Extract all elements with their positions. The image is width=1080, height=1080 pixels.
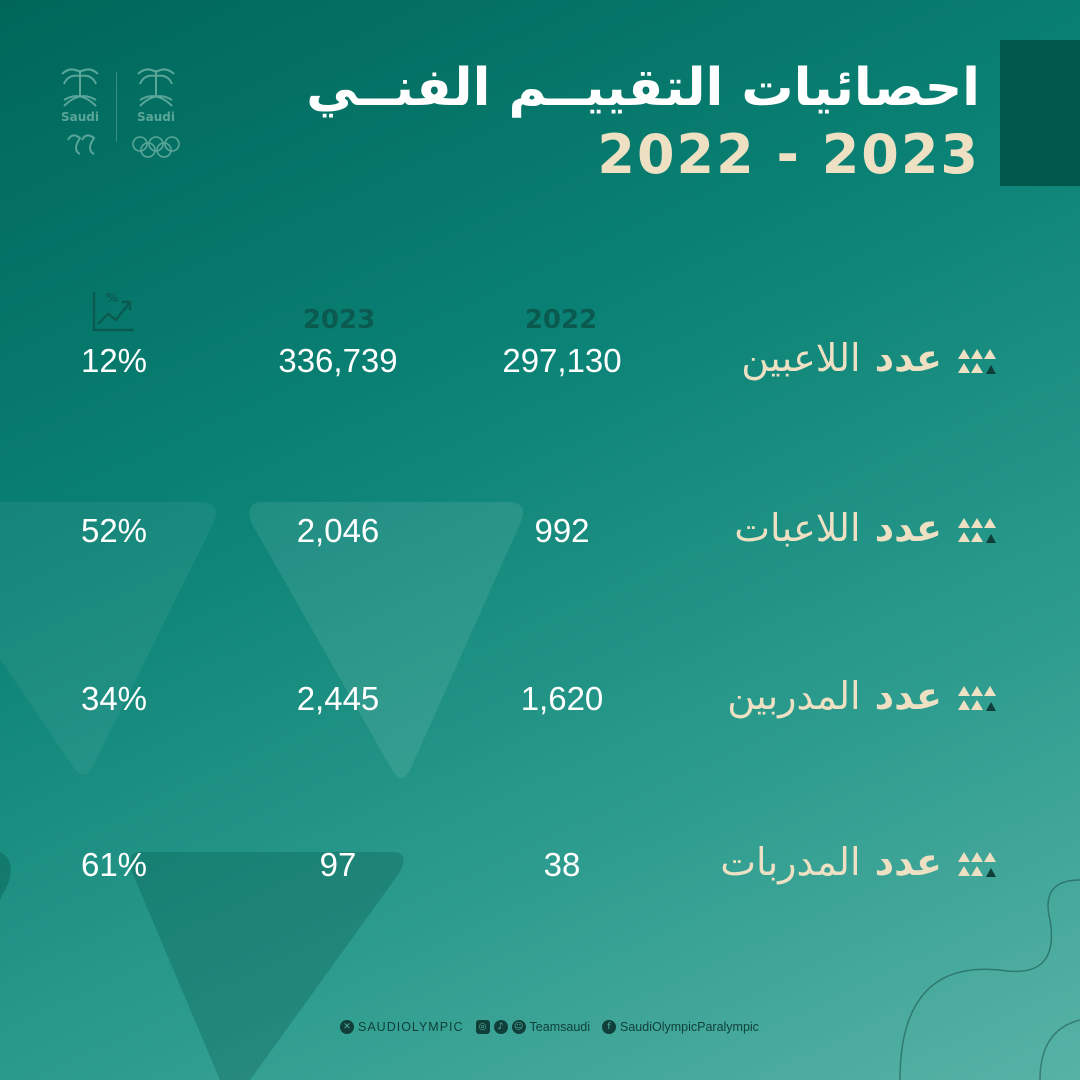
social-handle[interactable]: Teamsaudi (529, 1020, 590, 1034)
social-footer (340, 1016, 840, 1038)
facebook-handle[interactable]: SaudiOlympicParalympic (620, 1020, 759, 1034)
cell-growth: 12% (80, 342, 148, 379)
cell-2022: 297,130 (502, 342, 622, 379)
logos-group (50, 60, 190, 160)
cell-2022: 992 (534, 512, 590, 549)
corner-accent-block (1000, 40, 1080, 186)
cell-growth: 34% (80, 680, 148, 717)
cell-2022: 38 (543, 846, 581, 883)
row-label-rest: اللاعبات (734, 506, 861, 550)
row-label-rest: اللاعبين (741, 336, 861, 380)
column-header-2022: 2022 (524, 305, 598, 335)
page-title: احصائيات التقييــم الفنــي (306, 58, 980, 118)
cell-2023: 2,445 (296, 680, 380, 717)
cell-2023: 2,046 (296, 512, 380, 549)
column-header-2023: 2023 (302, 305, 376, 335)
facebook-icon[interactable]: f (602, 1020, 616, 1034)
triangles-icon (956, 850, 1000, 880)
triangles-icon (956, 516, 1000, 546)
x-handle[interactable]: SAUDIOLYMPIC (358, 1020, 464, 1034)
row-label-strong: عدد (874, 506, 942, 550)
row-label-rest: المدربات (720, 840, 861, 884)
saudi-olympic-logo (126, 60, 186, 160)
snapchat-icon[interactable]: ☺ (512, 1020, 526, 1034)
logo-text-right: Saudi (137, 110, 175, 124)
year-range: 2022 - 2023 (597, 123, 980, 186)
cell-2023: 97 (319, 846, 357, 883)
svg-text:%: % (106, 291, 119, 305)
triangles-icon (956, 347, 1000, 377)
tiktok-icon[interactable]: ♪ (494, 1020, 508, 1034)
instagram-icon[interactable]: ◎ (476, 1020, 490, 1034)
cell-2023: 336,739 (278, 342, 398, 379)
cell-growth: 61% (80, 846, 148, 883)
logo-text-left: Saudi (61, 110, 99, 124)
row-label-rest: المدربين (727, 674, 861, 718)
row-label-strong: عدد (874, 336, 942, 380)
cell-growth: 52% (80, 512, 148, 549)
triangles-icon (956, 684, 1000, 714)
row-label-strong: عدد (874, 840, 942, 884)
percent-growth-chart-icon (88, 288, 138, 336)
x-icon[interactable]: ✕ (340, 1020, 354, 1034)
saudi-paralympic-logo (50, 60, 110, 160)
logo-divider (116, 72, 117, 142)
title-block (306, 52, 980, 186)
cell-2022: 1,620 (520, 680, 604, 717)
row-label-strong: عدد (874, 674, 942, 718)
